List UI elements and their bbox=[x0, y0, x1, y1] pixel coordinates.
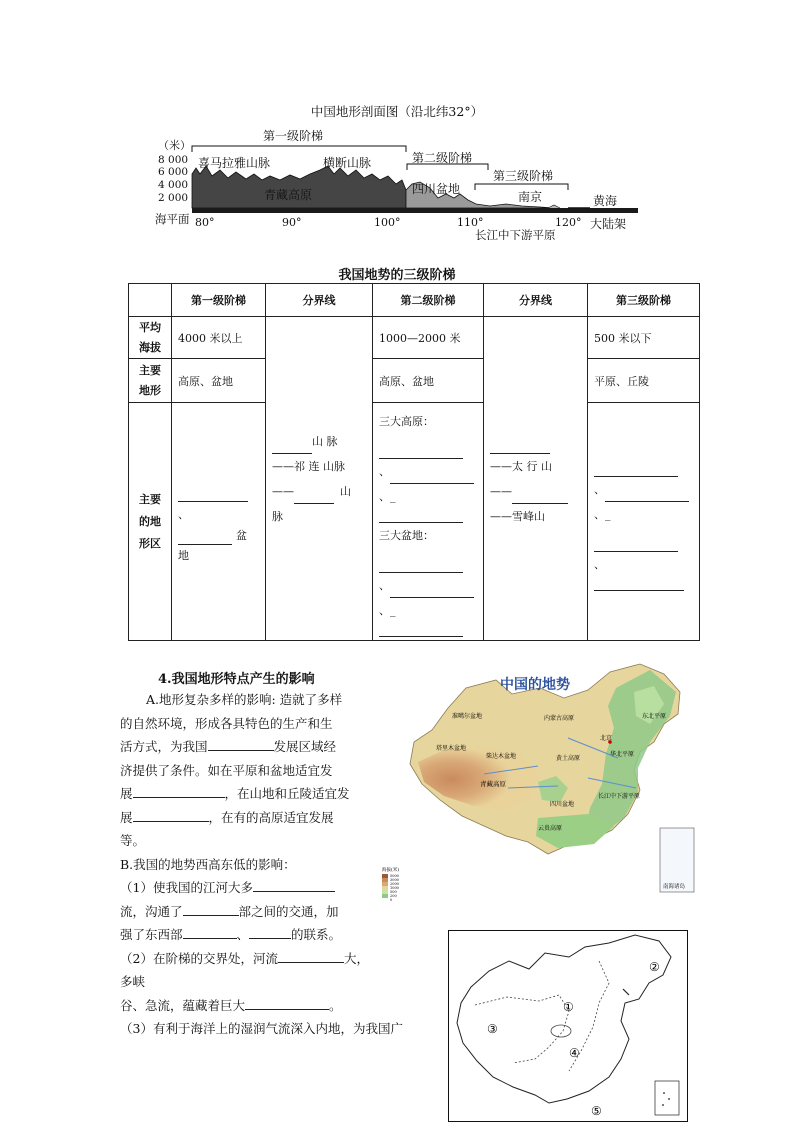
divider2-cell: ——太 行 山 —— ——雪峰山 bbox=[484, 317, 588, 641]
answer-blank[interactable] bbox=[379, 560, 463, 573]
answer-blank[interactable] bbox=[133, 807, 209, 822]
south-sea-inset-box bbox=[655, 1081, 679, 1115]
china-terrain-map bbox=[388, 658, 700, 898]
section4-a-paragraph: A.地形复杂多样的影响: 造就了多样 的自然环境，形成各具特色的生产和生 活方式，为我国 发展区域经 济提供了条件。如在平原和盆地适宜发 展 ，在山地和丘陵适宜发 展 ，在有的高原适宜发展 等。 B.我国的地势西高东低的影响： （1）使我国的江河大多 流，沟通了 部之间的交通，加 强了东西部 、 的联系。 （2）在阶梯的交界处，河流 大，多峡 谷、急流，蕴藏着巨大 。 （3）有利于海洋上的湿润气流深入内地，为我国广 bbox=[120, 692, 403, 1036]
legend-value: 0 bbox=[390, 898, 393, 902]
answer-blank[interactable] bbox=[390, 471, 474, 484]
step1-altitude: 4000 米以上 bbox=[172, 317, 266, 359]
yungui-plateau-label: 云贵高原 bbox=[538, 825, 563, 832]
qingzang-label: 青藏高原 bbox=[264, 188, 313, 202]
answer-blank[interactable] bbox=[490, 441, 550, 454]
north-china-plain-label: 华北平原 bbox=[610, 751, 635, 758]
nanjing-label: 南京 bbox=[518, 190, 543, 204]
junggar-basin-label: 准噶尔盆地 bbox=[452, 713, 483, 720]
inner-mongolia-label: 内蒙古高原 bbox=[544, 715, 575, 722]
step3-regions: 、 、_ 、 bbox=[588, 403, 700, 641]
answer-blank[interactable] bbox=[278, 948, 344, 963]
sichuan-label: 四川盆地 bbox=[412, 182, 461, 196]
legend-value: 3000 bbox=[390, 878, 399, 882]
header-empty bbox=[129, 284, 172, 317]
step1-landform: 高原、盆地 bbox=[172, 359, 266, 403]
qingzang-region bbox=[418, 746, 538, 810]
y-tick-4000: 4 000 bbox=[158, 179, 189, 191]
x-tick-100: 100° bbox=[374, 216, 401, 229]
basin-outline bbox=[551, 1025, 571, 1037]
yangtze-plain-label: 长江中下游平原 bbox=[475, 228, 556, 240]
answer-blank[interactable] bbox=[594, 464, 678, 477]
sichuan-basin-label: 四川盆地 bbox=[550, 801, 575, 808]
table-row-altitude bbox=[129, 317, 700, 359]
legend-value: 2000 bbox=[390, 882, 399, 886]
hengduan-label: 横断山脉 bbox=[323, 156, 372, 170]
table-header-row bbox=[129, 284, 700, 317]
answer-blank[interactable] bbox=[249, 924, 291, 939]
answer-blank[interactable] bbox=[253, 877, 335, 892]
terrain-map-title: 中国的地势 bbox=[500, 677, 570, 693]
qaidam-basin-label: 柴达木盆地 bbox=[486, 753, 517, 760]
outline-map-drawing bbox=[449, 931, 687, 1121]
table-row-regions bbox=[129, 403, 700, 641]
china-outline-shape bbox=[457, 935, 671, 1103]
answer-blank[interactable] bbox=[183, 924, 237, 939]
south-sea-label: 南海诸岛 bbox=[663, 884, 686, 890]
elevation-legend bbox=[382, 866, 406, 906]
table-row-landform bbox=[129, 359, 700, 403]
step2-label: 第二级阶梯 bbox=[412, 151, 473, 165]
answer-blank[interactable] bbox=[379, 446, 463, 459]
marker-1: ① bbox=[563, 1000, 574, 1014]
header-step1: 第一级阶梯 bbox=[172, 284, 266, 317]
x-tick-80: 80° bbox=[195, 216, 215, 229]
yellow-sea-label: 黄海 bbox=[593, 194, 618, 208]
answer-blank[interactable] bbox=[208, 736, 274, 751]
answer-blank[interactable] bbox=[594, 578, 684, 591]
answer-blank[interactable] bbox=[133, 783, 225, 798]
terrain-profile-diagram bbox=[150, 122, 650, 240]
answer-blank[interactable] bbox=[294, 491, 334, 504]
answer-blank[interactable] bbox=[379, 510, 463, 523]
answer-blank[interactable] bbox=[379, 624, 463, 637]
header-step3: 第三级阶梯 bbox=[588, 284, 700, 317]
divider1-cell: 山 脉 ——祁 连 山脉 —— 山 脉 bbox=[266, 317, 373, 641]
answer-blank[interactable] bbox=[178, 532, 232, 545]
loess-plateau-label: 黄土高原 bbox=[556, 755, 581, 762]
sea-level-bar bbox=[192, 208, 638, 213]
y-unit-label: （米） bbox=[158, 139, 191, 152]
table-title: 我国地势的三级阶梯 bbox=[338, 268, 456, 283]
answer-blank[interactable] bbox=[245, 995, 329, 1010]
china-outline-map bbox=[448, 930, 688, 1122]
x-tick-120: 120° bbox=[555, 216, 582, 229]
row-label-altitude: 平均海拔 bbox=[129, 317, 172, 359]
sea-level-label: 海平面 bbox=[155, 212, 190, 226]
header-divider1: 分界线 bbox=[266, 284, 373, 317]
northeast-plain-label: 东北平原 bbox=[642, 713, 667, 720]
step3-label: 第三级阶梯 bbox=[493, 169, 554, 183]
himalaya-label: 喜马拉雅山脉 bbox=[198, 156, 271, 170]
marker-4: ④ bbox=[569, 1046, 580, 1060]
step1-label: 第一级阶梯 bbox=[263, 129, 324, 143]
x-tick-90: 90° bbox=[282, 216, 302, 229]
y-tick-8000: 8 000 bbox=[158, 154, 189, 166]
step3-landform: 平原、丘陵 bbox=[588, 359, 700, 403]
profile-title: 中国地形剖面图（沿北纬32°） bbox=[310, 104, 484, 119]
row-label-regions: 主要的地形区 bbox=[129, 403, 172, 641]
tarim-basin-label: 塔里木盆地 bbox=[436, 745, 467, 752]
legend-value: 1000 bbox=[390, 886, 399, 890]
three-steps-table bbox=[128, 283, 700, 641]
answer-blank[interactable] bbox=[594, 539, 678, 552]
step2-altitude: 1000—2000 米 bbox=[373, 317, 484, 359]
y-tick-6000: 6 000 bbox=[158, 166, 189, 178]
answer-blank[interactable] bbox=[390, 585, 474, 598]
legend-value: 5000 bbox=[390, 874, 399, 878]
marker-5: ⑤ bbox=[591, 1104, 602, 1118]
answer-blank[interactable] bbox=[272, 441, 312, 454]
marker-3: ③ bbox=[487, 1022, 498, 1036]
header-step2: 第二级阶梯 bbox=[373, 284, 484, 317]
shelf-label: 大陆架 bbox=[590, 217, 627, 231]
qingzang-plateau-label: 青藏高原 bbox=[480, 780, 506, 788]
yangtze-plain-map-label: 长江中下游平原 bbox=[598, 793, 641, 800]
answer-blank[interactable] bbox=[183, 901, 239, 916]
south-sea-inset bbox=[660, 828, 694, 892]
answer-blank[interactable] bbox=[605, 489, 689, 502]
y-tick-2000: 2 000 bbox=[158, 192, 189, 204]
step1-bracket bbox=[192, 146, 406, 152]
step1-regions: 、 盆 地 bbox=[172, 403, 266, 641]
legend-title: 海拔(米) bbox=[382, 868, 400, 873]
section4-heading: 4.我国地形特点产生的影响 bbox=[158, 672, 315, 687]
beijing-label: 北京 bbox=[600, 735, 613, 742]
step2-regions: 三大高原： 、 、_ 三大盆地： 、 、_ bbox=[373, 403, 484, 641]
step2-landform: 高原、盆地 bbox=[373, 359, 484, 403]
answer-blank[interactable] bbox=[178, 489, 248, 502]
marker-2: ② bbox=[649, 960, 660, 974]
row-label-landform: 主要地形 bbox=[129, 359, 172, 403]
header-divider2: 分界线 bbox=[484, 284, 588, 317]
legend-value: 500 bbox=[390, 890, 397, 894]
step3-altitude: 500 米以下 bbox=[588, 317, 700, 359]
answer-blank[interactable] bbox=[512, 491, 568, 504]
legend-value: 200 bbox=[390, 894, 397, 898]
x-tick-110: 110° bbox=[457, 216, 484, 229]
